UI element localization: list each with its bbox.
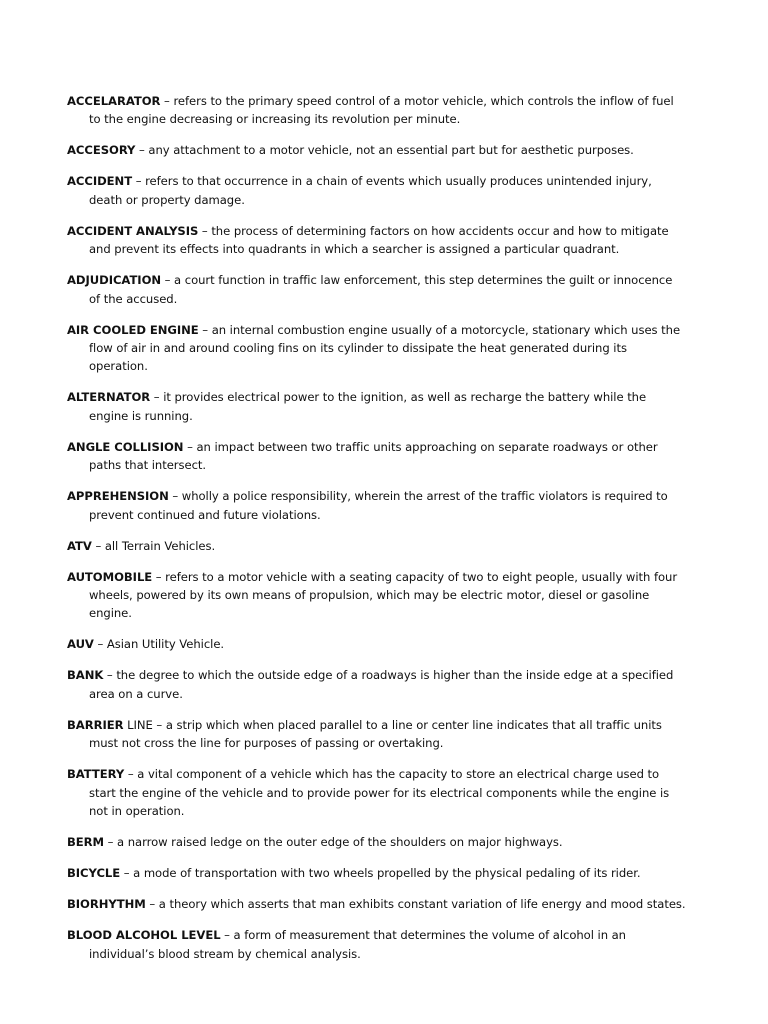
glossary-entry — [67, 926, 687, 963]
glossary-entry — [67, 222, 687, 259]
glossary-definition: – wholly a police responsibility, wherein the arrest of the traffic violators is required to prevent continued and future violations. — [89, 489, 668, 522]
glossary-definition: – a vital component of a vehicle which has the capacity to store an electrical charge used to start the engine of the vehicle and to provide power for its electrical components while the engine is not in operation. — [89, 767, 670, 819]
glossary-definition: – an internal combustion engine usually of a motorcycle, stationary which uses the flow of air in and around cooling fins on its cylinder to dissipate the heat generated during its operation. — [89, 322, 681, 374]
glossary-entry — [67, 141, 687, 159]
glossary-term: APPREHENSION — [67, 489, 169, 504]
glossary-entry — [67, 321, 687, 376]
glossary-entry — [67, 716, 687, 753]
glossary-entry — [67, 438, 687, 475]
glossary-definition: – an impact between two traffic units approaching on separate roadways or other paths that intersect. — [89, 439, 658, 473]
glossary-term: BICYCLE — [67, 866, 121, 881]
glossary-term: BIORHYTHM — [67, 897, 146, 912]
glossary-term: BANK — [67, 668, 104, 683]
glossary-definition: – it provides electrical power to the ignition, as well as recharge the battery while the engine is running. — [89, 390, 647, 423]
glossary-definition: – the process of determining factors on how accidents occur and how to mitigate and prevent its effects into quadrants in which a searcher is assigned a particular quadrant. — [89, 223, 669, 257]
glossary-entry — [67, 765, 687, 820]
glossary-entry — [67, 537, 687, 555]
glossary-list — [67, 92, 687, 976]
glossary-definition: – refers to the primary speed control of a motor vehicle, which controls the inflow of fuel to the engine decreasing or increasing its revolution per minute. — [89, 94, 674, 127]
glossary-entry — [67, 271, 687, 308]
glossary-definition: – refers to that occurrence in a chain of events which usually produces unintended injury, death or property damage. — [89, 174, 652, 207]
glossary-term: ANGLE COLLISION — [67, 439, 184, 454]
glossary-definition: – all Terrain Vehicles. — [91, 538, 216, 553]
glossary-term: BLOOD ALCOHOL LEVEL — [67, 928, 221, 943]
glossary-term: BARRIER — [67, 717, 124, 732]
glossary-entry — [67, 172, 687, 209]
glossary-term: ACCIDENT — [67, 174, 133, 189]
glossary-term: ALTERNATOR — [67, 390, 151, 405]
glossary-definition: – Asian Utility Vehicle. — [93, 637, 225, 652]
glossary-term: ATV — [67, 538, 92, 553]
glossary-definition: – refers to a motor vehicle with a seating capacity of two to eight people, usually with four wheels, powered by its own means of propulsion, which may be electric motor, diesel or gasoline engine. — [89, 569, 678, 621]
glossary-term: AUV — [67, 637, 94, 652]
glossary-definition: – a theory which asserts that man exhibits constant variation of life energy and mood states. — [145, 897, 686, 912]
glossary-definition: – a mode of transportation with two wheels propelled by the physical pedaling of its rider. — [120, 866, 641, 881]
glossary-term: ACCESORY — [67, 143, 136, 158]
glossary-entry — [67, 635, 687, 653]
glossary-entry — [67, 895, 687, 913]
glossary-term: AUTOMOBILE — [67, 569, 153, 584]
glossary-term: BATTERY — [67, 767, 125, 782]
glossary-definition: – a court function in traffic law enforcement, this step determines the guilt or innocence of the accused. — [89, 273, 673, 306]
glossary-entry — [67, 92, 687, 129]
glossary-entry — [67, 833, 687, 851]
glossary-entry — [67, 388, 687, 425]
glossary-definition: – the degree to which the outside edge of a roadways is higher than the inside edge at a specified area on a curve. — [89, 668, 674, 701]
glossary-entry — [67, 568, 687, 623]
glossary-entry — [67, 487, 687, 524]
glossary-definition: – any attachment to a motor vehicle, not an essential part but for aesthetic purposes. — [135, 143, 634, 158]
glossary-term: BERM — [67, 835, 105, 850]
glossary-term: ACCELARATOR — [67, 94, 161, 108]
glossary-term: ADJUDICATION — [67, 273, 162, 288]
glossary-term: ACCIDENT ANALYSIS — [67, 223, 199, 238]
glossary-entry — [67, 666, 687, 703]
glossary-definition: – a strip which when placed parallel to a line or center line indicates that all traffic units must not cross the line for purposes of passing or overtaking. — [89, 717, 662, 751]
glossary-term: AIR COOLED ENGINE — [67, 322, 199, 337]
glossary-entry — [67, 864, 687, 882]
glossary-definition: – a form of measurement that determines the volume of alcohol in an individual’s blood stream by chemical analysis. — [89, 928, 626, 961]
glossary-definition: – a narrow raised ledge on the outer edge of the shoulders on major highways. — [104, 835, 563, 850]
glossary-term-suffix: LINE — [123, 717, 153, 732]
